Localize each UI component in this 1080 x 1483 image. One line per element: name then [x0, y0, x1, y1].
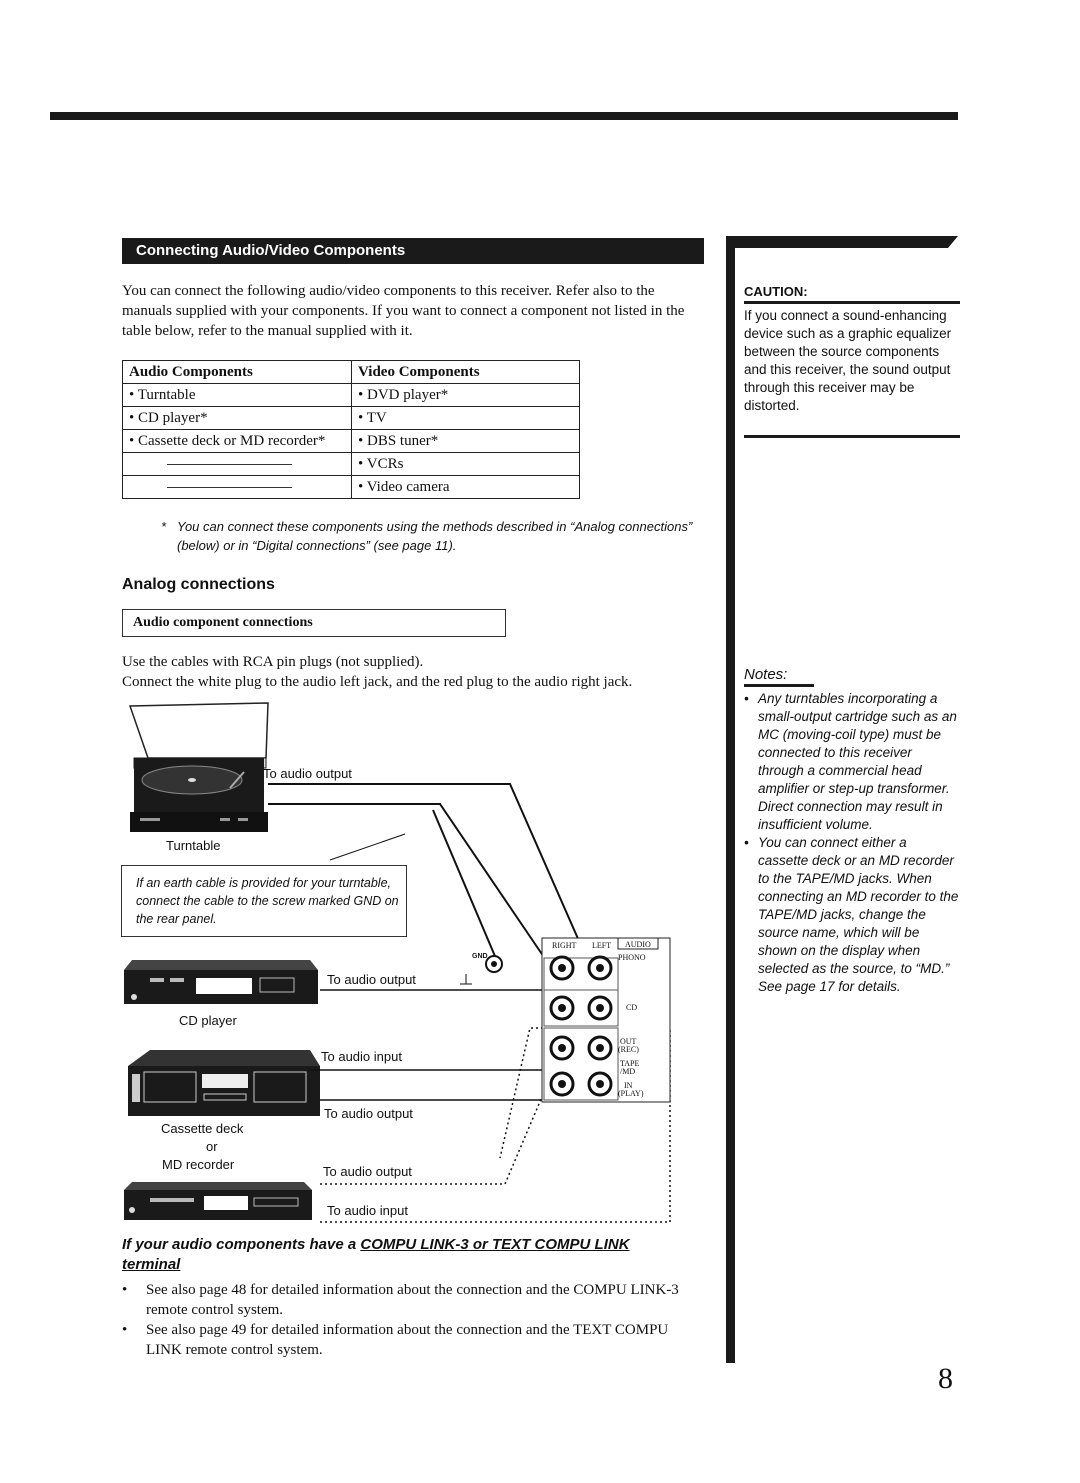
or-label: or [206, 1139, 218, 1154]
compu-link-title [122, 1235, 692, 1275]
compu-title-terminal: COMPU LINK-3 or TEXT COMPU LINK terminal [122, 1236, 630, 1273]
bullet-item: • See also page 49 for detailed information about the connection and the TEXT COMPU LINK remote control system. [122, 1322, 669, 1358]
paragraph-cables: Use the cables with RCA pin plugs (not supplied). [122, 654, 424, 670]
caution-text: If you connect a sound-enhancing device such as a graphic equalizer between the source components and this receiver, the sound output through this receiver may be distorted. [744, 308, 952, 413]
footnote-mark: * [161, 519, 167, 534]
cassette-deck-label: Cassette deck [161, 1121, 244, 1136]
table-cell: • Cassette deck or MD recorder* [123, 430, 352, 453]
cd-player-illustration [124, 960, 318, 1004]
table-header-audio: Audio Components [123, 361, 352, 384]
table-cell: • Turntable [123, 384, 352, 407]
table-cell: • Video camera [352, 476, 580, 499]
panel-audio-label: AUDIO [625, 940, 651, 949]
subsection-title: Audio component connections [122, 609, 506, 637]
md-recorder-illustration [124, 1182, 312, 1220]
table-cell: • DVD player* [352, 384, 580, 407]
cd-output-label: To audio output [327, 972, 416, 987]
footnote-text: You can connect these components using the methods described in “Analog connections” (below) or in “Digital connections” (see page 11). [177, 519, 693, 553]
intro-paragraph: You can connect the following audio/video components to this receiver. Refer also to the manuals supplied with your components. If you want to connect a component not listed in the table below, refer to the manual supplied with it. [122, 283, 685, 339]
note-text: You can connect either a cassette deck or an MD recorder to the TAPE/MD jacks. When connecting an MD recorder to the TAPE/MD jacks, change the source name, which will be shown on the display when selected as the source, to “MD.” See page 17 for details. [758, 835, 959, 994]
table-header-video: Video Components [352, 361, 580, 384]
cassette-deck-illustration [128, 1050, 320, 1116]
cassette-input-label: To audio input [321, 1049, 402, 1064]
table-cell: • DBS tuner* [352, 430, 580, 453]
bullet-item: • See also page 48 for detailed information about the connection and the COMPU LINK-3 remote control system. [122, 1282, 679, 1318]
panel-phono-label: PHONO [618, 953, 646, 962]
compu-title-prefix: If your audio components have a [122, 1236, 361, 1253]
components-table [122, 360, 580, 499]
panel-left-label: LEFT [592, 941, 612, 950]
panel-in-label: IN [624, 1081, 633, 1090]
panel-gnd-label: GND [472, 953, 488, 960]
notes-rule [744, 684, 814, 687]
bullet-text: See also page 49 for detailed information about the connection and the TEXT COMPU LINK remote control system. [146, 1322, 669, 1358]
footnote [161, 517, 705, 555]
md-output-label: To audio output [323, 1164, 412, 1179]
sidebar-rule [726, 238, 735, 1363]
table-cell: • TV [352, 407, 580, 430]
table-cell: • CD player* [123, 407, 352, 430]
md-recorder-label: MD recorder [162, 1157, 235, 1172]
analog-title: Analog connections [122, 576, 275, 593]
panel-right-label: RIGHT [552, 941, 577, 950]
paragraph-plugs: Connect the white plug to the audio left jack, and the red plug to the audio right jack. [122, 674, 633, 690]
note-item: • You can connect either a cassette deck or an MD recorder to the TAPE/MD jacks. When connecting an MD recorder to the TAPE/MD jacks, change the source name, which will be shown on the display when selected as the source, to “MD.” See page 17 for details. [744, 835, 959, 994]
caution-title: CAUTION: [744, 284, 808, 299]
note-text: Any turntables incorporating a small-output cartridge such as an MC (moving-coil type) must be connected to this receiver through a commercial head amplifier or step-up transformer. Direct connection may result in insufficient volume. [758, 691, 957, 832]
caution-rule [744, 301, 960, 304]
panel-rec-label: (REC) [618, 1045, 639, 1054]
notes-title: Notes: [744, 666, 788, 683]
table-cell-empty [123, 476, 352, 499]
section-heading: Connecting Audio/Video Components [122, 238, 704, 264]
panel-out-label: OUT [620, 1037, 637, 1046]
table-cell: • VCRs [352, 453, 580, 476]
panel-cd-label: CD [626, 1003, 638, 1012]
turntable-output-label: To audio output [263, 766, 352, 781]
bullet-text: See also page 48 for detailed information about the connection and the COMPU LINK-3 remote control system. [146, 1282, 679, 1318]
connection-diagram [120, 698, 680, 1228]
top-rule [50, 112, 958, 120]
cassette-output-label: To audio output [324, 1106, 413, 1121]
panel-play-label: (PLAY) [618, 1089, 644, 1098]
sidebar-top-bar [726, 236, 960, 248]
md-input-label: To audio input [327, 1203, 408, 1218]
panel-tape-label: TAPE [620, 1059, 640, 1068]
earth-cable-note: If an earth cable is provided for your turntable, connect the cable to the screw marked GND on the rear panel. [121, 865, 407, 937]
note-item: • Any turntables incorporating a small-output cartridge such as an MC (moving-coil type) must be connected to this receiver through a commercial head amplifier or step-up transformer. Direct connection may result in insufficient volume. [744, 691, 957, 832]
caution-end-rule [744, 435, 960, 438]
page-number: 8 [938, 1362, 953, 1395]
table-cell-empty [123, 453, 352, 476]
panel-md-label: /MD [620, 1067, 636, 1076]
receiver-rear-panel [460, 938, 670, 1102]
notes-list [744, 690, 960, 996]
turntable-label: Turntable [166, 838, 221, 853]
turntable-illustration [130, 703, 268, 832]
cd-player-label: CD player [179, 1013, 237, 1028]
